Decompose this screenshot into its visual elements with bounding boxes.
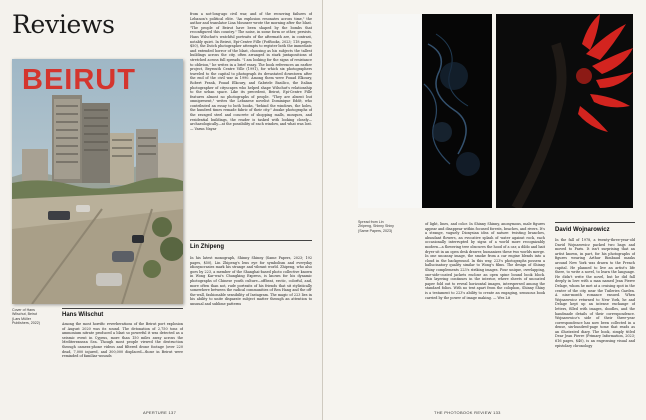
book-cover-beirut xyxy=(12,59,183,304)
section-title: Reviews xyxy=(12,10,115,39)
divider xyxy=(62,308,183,309)
divider xyxy=(555,222,635,223)
review-continued-column xyxy=(425,222,545,406)
beirut-cover-image xyxy=(12,59,183,304)
review-wojnarowicz-column xyxy=(555,238,635,406)
review-continued-text: of light, lines, and color. In Shinny Shinny, anonymous, male figures appear and disappear within focused forests, beaches, and rivers. It's a strange, vaguely Dionysian idea of nature: twisting branches, abundant flowers, an evocative splash of water against rock, each occasionally interrupted by signs of a world more recognizably modern—a flowering tree obscures the hood of a car, a dildo and bait dryer sit in an open desk drawer, humanizes these two worlds merge. In one uncanny image, the smoke from a car engine blends into a cloud in the background. In this way, 223's photographs possess a hallucinatory quality similar to Wong's films. The design of Shinny Shiny complements 223's striking images. Four unique, overlapping, one-side-coated jackets enclose an open spine bound book block. This layering continues in the interior, where sheets of uncoated paper fold out to reveal horizontal images, interspersed among the standard folios. With no text apart from the colophon, Shinny Shiny is a testament to 223's ability to create an engaging, sensuous book carried by the power of image making. — Wes Lit xyxy=(425,222,545,300)
flower-photo-image xyxy=(496,14,633,208)
review-body-column xyxy=(190,12,312,238)
review-lead-text: Among the most horrific reverberations of the Beirut port explosion of August 2020 was its sound. The detonation of 2,750 tons of ammonium nitrate produced a blast so powerful it was detected as a seismic event in Cyprus, more than 150 miles away across the Mediterranean Sea. Though most people viewed the destruction through camera-phone videos and filtered drone footage (over 220 dead, 7,000 injured, and 300,000 displaced—those in Beirut were reminded of familiar wounds xyxy=(62,322,183,359)
review-zhipeng-column xyxy=(190,256,312,406)
spread-photo-water xyxy=(358,14,492,208)
review-wojnarowicz-text: In the fall of 1978, a twenty-three-year-old David Wojnarowicz packed two bags and moved to Paris. It isn't surprising that an artist known, in part, for his photographs of figures wearing Arthur Rimbaud masks around New York was drawn to the French capital. He planned to live an artist's life there, to write a novel, to learn the language. He didn't write the novel, but he did fall deeply in love with a man named Jean Pierre Delage, whom he met at a cruising spot in the center of the city, near the Tuileries Garden. A nine-month romance ensued. When Wojnarowicz returned to New York, he and Delage kept up an intense exchange of letters, filled with images, doodles, and the handmade details of their correspondence. Wojnarowicz's side of their three-year correspondence has now been collected in a dense, six-hundred-page tome that reads as an illustrated diary. The book, simply titled Dear Jean Pierre (Primary Information, 2023; 616 pages, $40), is an engrossing visual and epistolary chronology xyxy=(555,238,635,348)
folio-right: THE PHOTOBOOK REVIEW 133 xyxy=(434,410,501,415)
divider xyxy=(190,240,312,241)
cover-caption: Cover of Hans Wilschut, Beirut (Lars Müller Publishers, 2022) xyxy=(12,308,40,326)
folio-left: APERTURE 137 xyxy=(143,410,177,415)
review-name-lin-zhipeng: Lin Zhipeng xyxy=(190,244,224,250)
review-body-text: from a not-long-ago civil war, and of the recurring failures of Lebanon's political elite. "An explosion resonates across time," the author and translator Lina Mounzer wrote the morning after the blast. "The people of Beirut have been shaped by the bombs that reconfigured this country." The noise, in some form or other, persists. Hans Wilschut's watchful portraits of the aftermath are, in contrast, notably quiet. In Beirut, Epi-Centre Fille (FotBooks, 2023; 118 pages, $50), the Dutch photographer attempts to register both the immediate and extended horror of the blast, choosing as his subjects the tallest buildings across the city, often arranged in stark juxtapositions of stretched across full spreads. "I am looking for the signs of resistance to oblivion," he writes in a brief essay. The book references an earlier project, Beyrouth Centre Ville (1991), for which six photographers traveled to the capital to photograph its devastated downtown after the end of the civil war in 1990. Among them were Fouad Elkoury, Robert Frank, Fouad Elkoury, and Gabriele Basilico, the Italian photographer of cityscapes who helped shape Wilschut's relationship to the urban space. Like its precedent, Beirut, Epi-Centre Fille features almost no photographs of people. "They are absent but omnipresent," writes the Lebanese novelist Dominique Eddé, who contributed an essay to both books, "behind the windows, the holes, the hundred times remade fabric of their city." Awake photographs of the ravaged steel and concrete of shopping malls, mosques, and residential buildings, the reader is tasked with looking closely—archaeologically—at the possibility of each window, and what was lost. — Varun Nayar xyxy=(190,12,312,131)
photo-caption: Spread from Lin Zhipeng, Shinny Shiny (Same Papers, 2023) xyxy=(358,220,394,233)
spread-photo-flower xyxy=(496,14,633,208)
water-photo-image xyxy=(358,14,492,208)
review-lead-column xyxy=(62,322,183,406)
review-zhipeng-text: In his latest monograph, Shinny Shinny (Same Papers, 2023; 192 pages, $50), Lin Zhipeng's lens eye for symbolism and everyday idiosyncrasies mark his strange and vibrant world. Zhipeng, who also goes by 223, a member of the Shanghai-based photo collective known in Wong Kar-wai's Chungking Express, is known for his dynamic photographs of Chinese youth culture—offbeat, erotic, colorful, and, more often than not, rude portraits of his friends that sit stylistically somewhere between the radical communities of Ren Hang and the off-the-wall, fashionable sensibility of Instagram. The magic of 223 lies in his ability to unite disparate subject matter through an attention to unusual and sublime patterns xyxy=(190,256,312,306)
review-name-david-wojnarowicz: David Wojnarowicz xyxy=(555,227,610,233)
review-name-hans-wilschut: Hans Wilschut xyxy=(62,312,104,318)
cover-title: BEIRUT xyxy=(22,64,136,96)
